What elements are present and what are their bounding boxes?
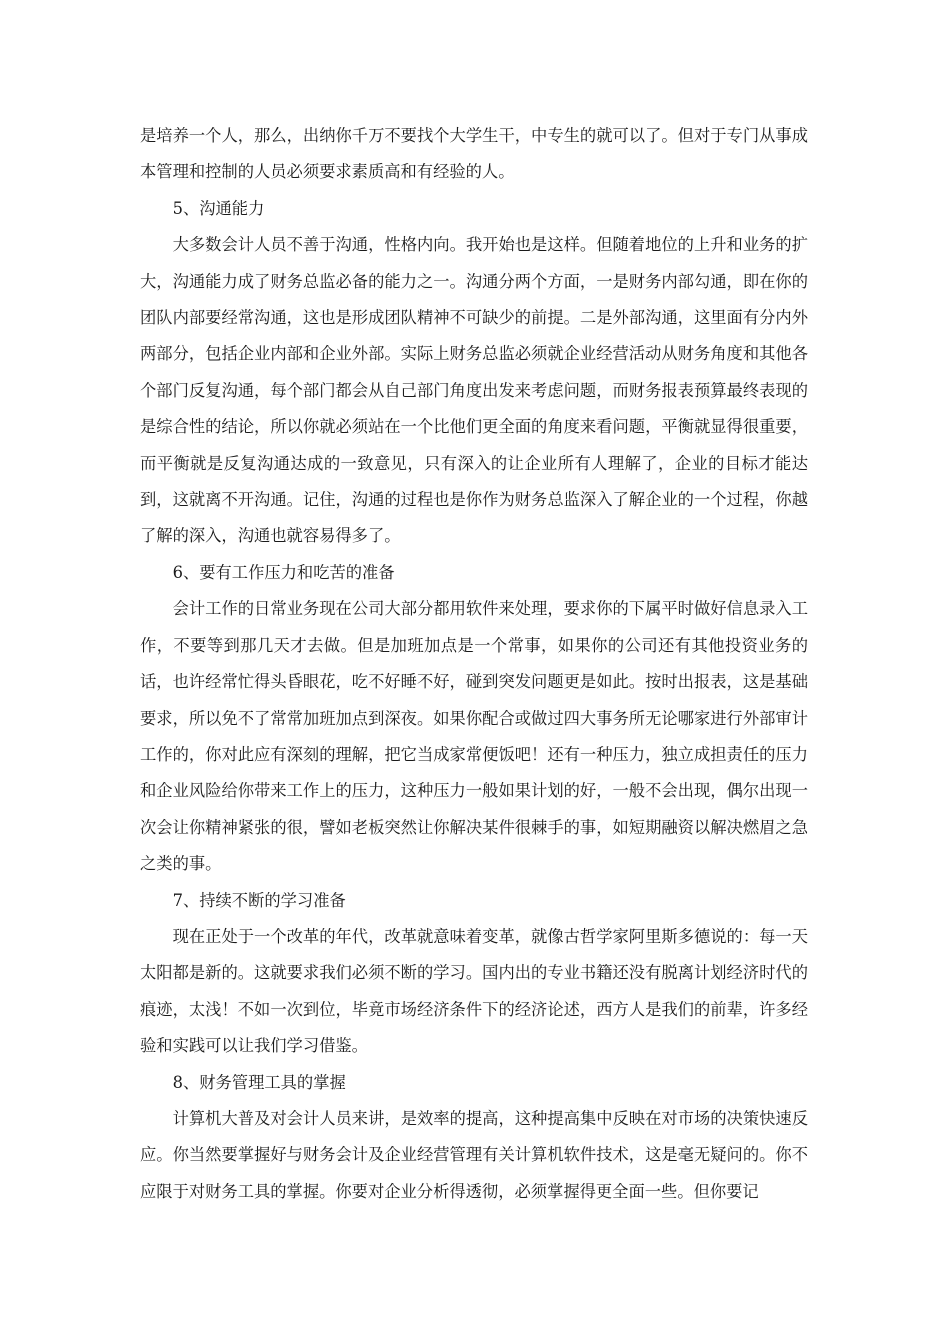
section-heading-8: 8、财务管理工具的掌握	[172, 1072, 346, 1092]
document-body	[140, 118, 808, 1210]
body-paragraph-work-pressure: 会计工作的日常业务现在公司大部分都用软件来处理，要求你的下属平时做好信息录入工作，不要等到那几天才去做。但是加班加点是一个常事，如果你的公司还有其他投资业务的话，也许经常忙得头昏眼花，吃不好睡不好，碰到突发问题更是如此。按时出报表，这是基础要求，所以免不了常常加班加点到深夜。如果你配合或做过四大事务所无论哪家进行外部审计工作的，你对此应有深刻的理解，把它当成家常便饭吧！还有一种压力，独立成担责任的压力和企业风险给你带来工作上的压力，这种压力一般如果计划的好，一般不会出现，偶尔出现一次会让你精神紧张的很，譬如老板突然让你解决某件很棘手的事，如短期融资以解决燃眉之急之类的事。	[140, 599, 808, 874]
body-paragraph-communication: 大多数会计人员不善于沟通，性格内向。我开始也是这样。但随着地位的上升和业务的扩大，沟通能力成了财务总监必备的能力之一。沟通分两个方面，一是财务内部勾通，即在你的团队内部要经常沟通，这也是形成团队精神不可缺少的前提。二是外部沟通，这里面有分内外两部分，包括企业内部和企业外部。实际上财务总监必须就企业经营活动从财务角度和其他各个部门反复沟通，每个部门都会从自己部门角度出发来考虑问题，而财务报表预算最终表现的是综合性的结论，所以你就必须站在一个比他们更全面的角度来看问题，平衡就显得很重要，而平衡就是反复沟通达成的一致意见，只有深入的让企业所有人理解了，企业的目标才能达到，这就离不开沟通。记住，沟通的过程也是你作为财务总监深入了解企业的一个过程，你越了解的深入，沟通也就容易得多了。	[140, 235, 808, 546]
body-paragraph-learning: 现在正处于一个改革的年代，改革就意味着变革，就像古哲学家阿里斯多德说的：每一天太阳都是新的。这就要求我们必须不断的学习。国内出的专业书籍还没有脱离计划经济时代的痕迹，太浅！不如一次到位，毕竟市场经济条件下的经济论述，西方人是我们的前辈，许多经验和实践可以让我们学习借鉴。	[140, 926, 808, 1056]
body-paragraph-continued: 是培养一个人，那么，出纳你千万不要找个大学生干，中专生的就可以了。但对于专门从事成本管理和控制的人员必须要求素质高和有经验的人。	[140, 126, 808, 182]
section-heading-7: 7、持续不断的学习准备	[172, 890, 346, 910]
body-paragraph-tools: 计算机大普及对会计人员来讲，是效率的提高，这种提高集中反映在对市场的决策快速反应。你当然要掌握好与财务会计及企业经营管理有关计算机软件技术，这是毫无疑问的。你不应限于对财务工具的掌握。你要对企业分析得透彻，必须掌握得更全面一些。但你要记	[140, 1108, 808, 1201]
section-heading-5: 5、沟通能力	[172, 198, 265, 218]
section-heading-6: 6、要有工作压力和吃苦的准备	[172, 562, 395, 582]
